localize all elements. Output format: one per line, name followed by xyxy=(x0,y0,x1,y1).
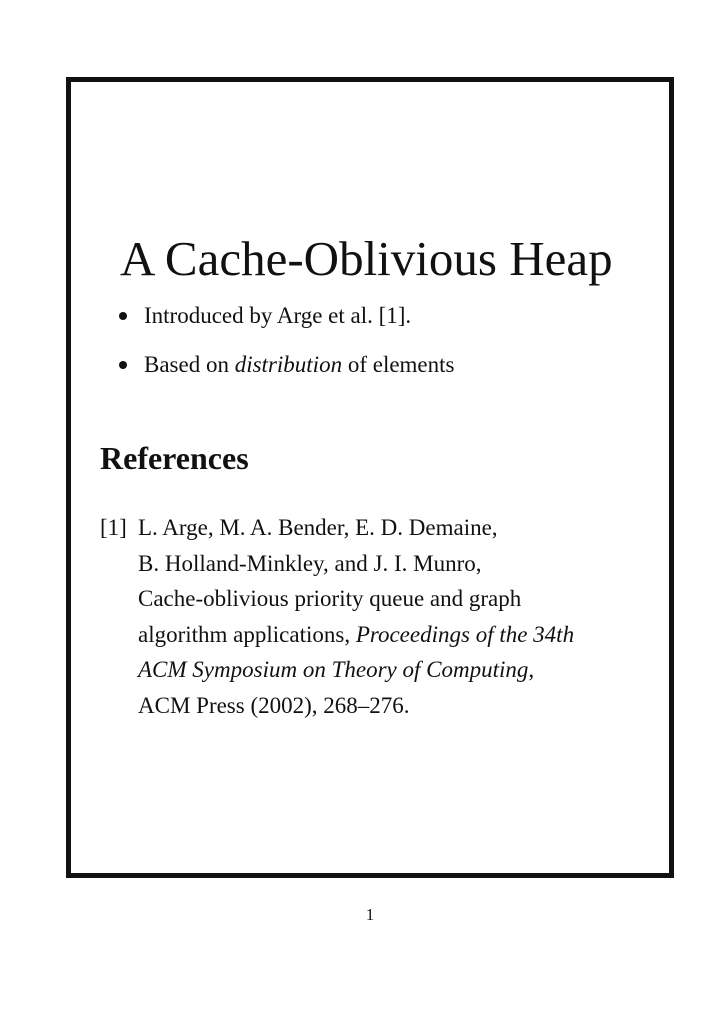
reference-label: [1] xyxy=(100,515,127,540)
bullet-item-distribution xyxy=(119,349,454,398)
reference-venue-line xyxy=(138,652,658,688)
bullet-list xyxy=(119,300,454,398)
reference-venue: ACM Symposium on Theory of Computing xyxy=(138,657,529,682)
bullet-text-before: Based on xyxy=(144,352,235,377)
reference-venue: Proceedings of the 34th xyxy=(355,621,575,647)
bullet-text xyxy=(144,349,454,381)
bullet-text: Introduced by Arge et al. [1]. xyxy=(144,303,412,328)
reference-authors-line: L. Arge, M. A. Bender, E. D. Demaine, xyxy=(138,515,498,540)
reference-publisher-line: ACM Press (2002), 268–276. xyxy=(138,692,410,718)
reference-punctuation: , xyxy=(528,657,535,682)
slide-title: A Cache-Oblivious Heap xyxy=(120,231,613,286)
bullet-dot-icon xyxy=(119,312,127,320)
reference-text xyxy=(138,510,658,723)
bullet-dot-icon xyxy=(119,361,127,369)
reference-title-line: Cache-oblivious priority queue and graph xyxy=(138,586,522,611)
slide-frame xyxy=(66,77,674,878)
reference-title-line xyxy=(138,617,658,653)
bullet-text-emphasis: distribution xyxy=(234,352,343,377)
bullet-item-introduced xyxy=(119,300,454,349)
page-number: 1 xyxy=(365,905,375,924)
reference-authors-line: B. Holland-Minkley, and J. I. Munro, xyxy=(138,550,482,576)
reference-title-end: algorithm applications, xyxy=(138,621,356,647)
references-heading: References xyxy=(100,440,249,476)
bullet-text-after: of elements xyxy=(342,352,455,377)
